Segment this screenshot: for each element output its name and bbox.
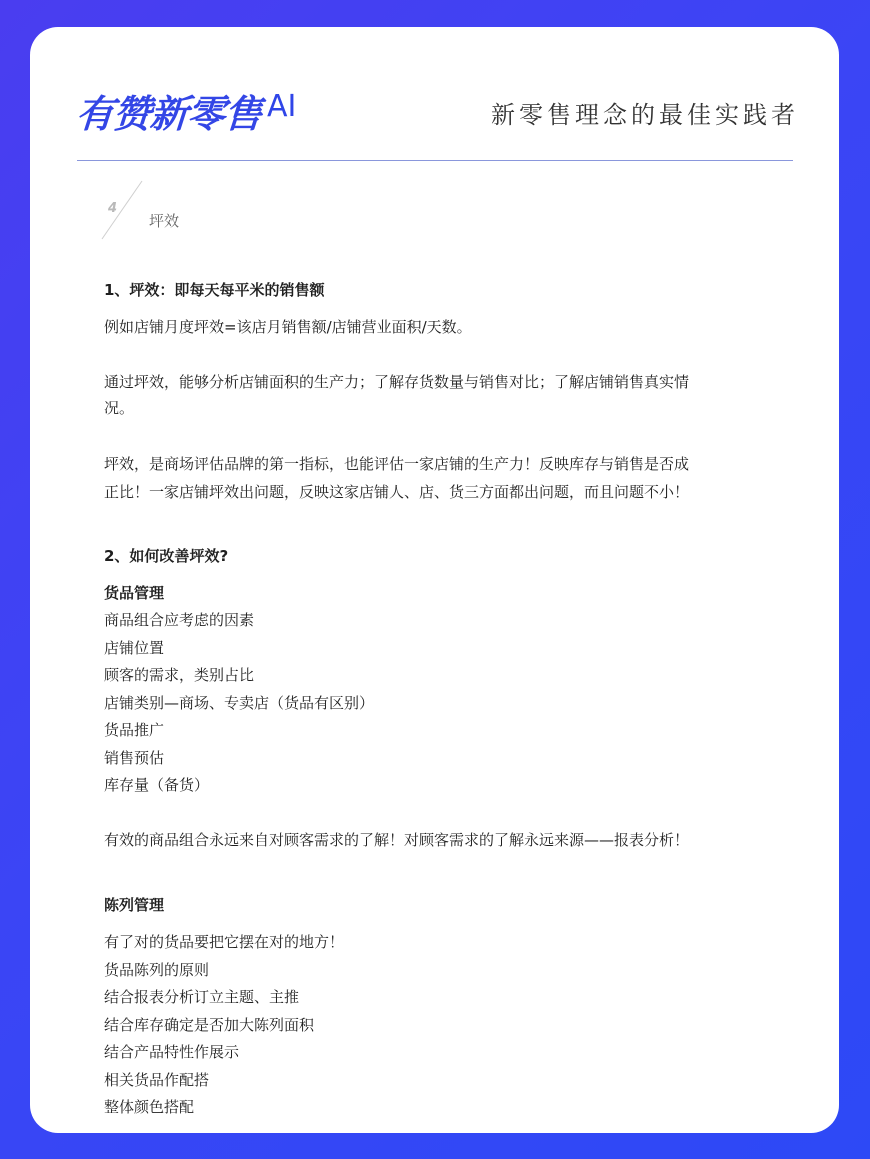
brand-ai-mark: AI	[267, 89, 297, 124]
display-item: 结合报表分析订立主题、主推	[104, 988, 300, 1006]
section-title: 坪效	[149, 212, 180, 230]
display-item: 相关货品作配搭	[104, 1071, 210, 1089]
heading-improve: 2、如何改善坪效?	[104, 547, 229, 565]
display-management-title: 陈列管理	[104, 896, 165, 914]
brand-slogan: 新零售理念的最佳实践者	[491, 101, 799, 129]
goods-item: 销售预估	[104, 749, 165, 767]
paragraph-analysis-line: 况。	[104, 399, 135, 417]
display-item: 有了对的货品要把它摆在对的地方！	[104, 933, 345, 951]
paragraph-analysis-line: 通过坪效，能够分析店铺面积的生产力；了解存货数量与销售对比；了解店铺销售真实情	[104, 373, 690, 391]
heading-pingxiao-definition: 1、坪效：即每天每平米的销售额	[104, 281, 325, 299]
paragraph-importance-line: 正比！一家店铺坪效出问题，反映这家店铺人、店、货三方面都出问题，而且问题不小！	[104, 483, 690, 501]
display-item: 结合产品特性作展示	[104, 1043, 240, 1061]
goods-item: 顾客的需求，类别占比	[104, 666, 255, 684]
paragraph-importance-line: 坪效，是商场评估品牌的第一指标，也能评估一家店铺的生产力！反映库存与销售是否成	[104, 455, 690, 473]
display-item: 结合库存确定是否加大陈列面积	[104, 1016, 315, 1034]
section-number: 4	[108, 201, 118, 216]
paragraph-formula: 例如店铺月度坪效=该店月销售额/店铺营业面积/天数。	[104, 318, 472, 336]
goods-item: 库存量（备货）	[104, 776, 210, 794]
display-item: 整体颜色搭配	[104, 1098, 195, 1116]
goods-management-title: 货品管理	[104, 584, 165, 602]
section-slash-icon	[100, 179, 144, 241]
goods-item: 店铺类别—商场、专卖店（货品有区别）	[104, 694, 375, 712]
brand-name: 有赞新零售	[74, 92, 263, 136]
display-item: 货品陈列的原则	[104, 961, 210, 979]
goods-item: 店铺位置	[104, 639, 165, 657]
content-card	[30, 27, 839, 1133]
goods-summary: 有效的商品组合永远来自对顾客需求的了解！对顾客需求的了解永远来源——报表分析！	[104, 831, 690, 849]
brand-logo	[76, 87, 296, 141]
header-divider	[77, 160, 793, 161]
goods-item: 货品推广	[104, 721, 165, 739]
goods-item: 商品组合应考虑的因素	[104, 611, 255, 629]
